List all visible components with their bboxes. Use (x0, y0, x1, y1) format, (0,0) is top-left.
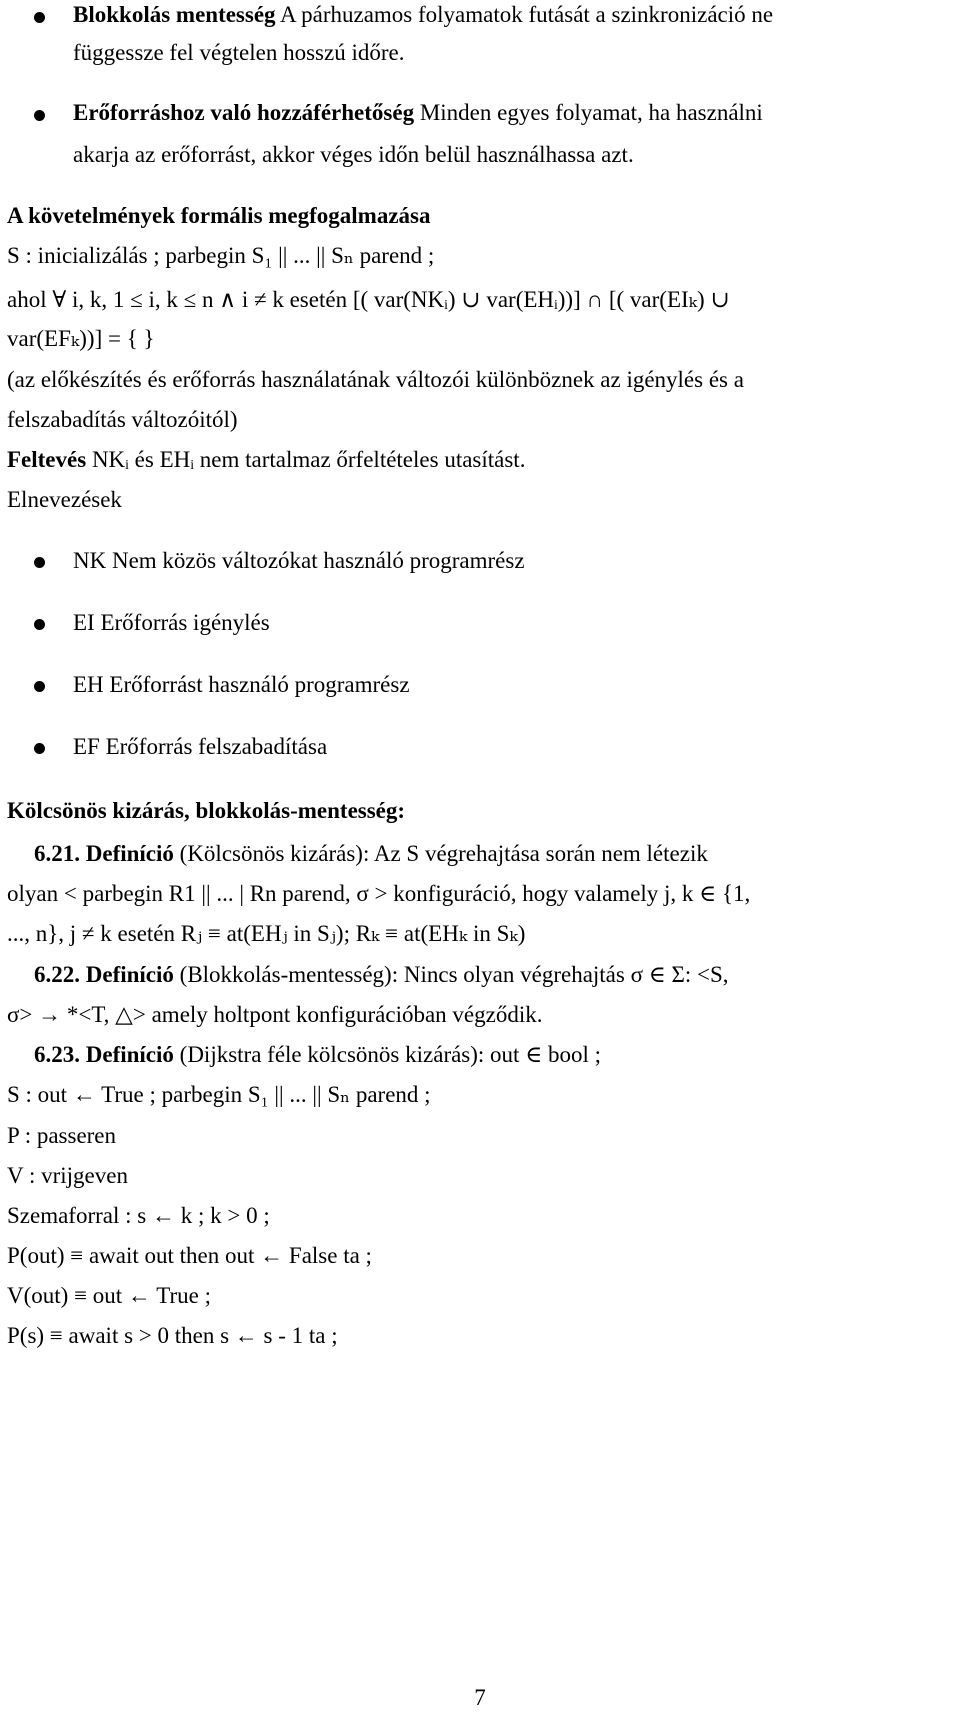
bullet-dot (34, 557, 45, 568)
bullet-item: Blokkolás mentesség A párhuzamos folyamatok futását a szinkronizáció ne (73, 2, 774, 27)
code-line: V(out) ≡ out ← True ; (7, 1283, 212, 1308)
list-item: EH Erőforrást használó programrész (73, 672, 410, 697)
bullet-dot (34, 12, 45, 23)
list-item: EF Erőforrás felszabadítása (73, 734, 328, 759)
code-line: P(s) ≡ await s > 0 then s ← s - 1 ta ; (7, 1323, 338, 1348)
formula-line: var(EFₖ))] = { } (7, 326, 155, 351)
bullet-dot (34, 619, 45, 630)
page-number: 7 (474, 1685, 486, 1710)
formula-line: S : inicializálás ; parbegin S₁ || ... || Sₙ parend ; (7, 243, 435, 268)
bullet-dot (34, 110, 45, 121)
code-line: S : out ← True ; parbegin S₁ || ... || Sₙ parend ; (7, 1082, 431, 1107)
subheading: Kölcsönös kizárás, blokkolás-mentesség: (7, 798, 406, 823)
code-line: Szemaforral : s ← k ; k > 0 ; (7, 1203, 270, 1228)
definition-line: olyan < parbegin R1 || ... | Rn parend, σ > konfiguráció, hogy valamely j, k ∈ {1, (7, 881, 751, 906)
definition-6-23: 6.23. Definíció (Dijkstra féle kölcsönös kizárás): out ∈ bool ; (34, 1042, 602, 1067)
bullet-continuation: függessze fel végtelen hosszú időre. (73, 40, 405, 65)
code-line: V : vrijgeven (7, 1163, 128, 1188)
formula-line: ahol ∀ i, k, 1 ≤ i, k ≤ n ∧ i ≠ k esetén [( var(NKᵢ) ∪ var(EHᵢ))] ∩ [( var(EIₖ) ∪ (7, 287, 730, 312)
text-line: (az előkészítés és erőforrás használatának változói különböznek az igénylés és a (7, 367, 744, 392)
bullet-dot (34, 681, 45, 692)
definition-line: σ> → *<T, △> amely holtpont konfigurációban végződik. (7, 1002, 543, 1027)
bullet-dot (34, 743, 45, 754)
definition-line: ..., n}, j ≠ k esetén Rⱼ ≡ at(EHⱼ in Sⱼ); Rₖ ≡ at(EHₖ in Sₖ) (7, 921, 526, 946)
code-line: P(out) ≡ await out then out ← False ta ; (7, 1243, 372, 1268)
list-item: NK Nem közös változókat használó programrész (73, 548, 525, 573)
text-line: felszabadítás változóitól) (7, 407, 238, 432)
bullet-continuation: akarja az erőforrást, akkor véges időn belül használhassa azt. (73, 142, 634, 167)
section-heading: A követelmények formális megfogalmazása (7, 203, 431, 228)
assumption-line: Feltevés NKᵢ és EHᵢ nem tartalmaz őrfeltételes utasítást. (7, 447, 526, 472)
bullet-item: Erőforráshoz való hozzáférhetőség Minden egyes folyamat, ha használni (73, 100, 763, 125)
code-line: P : passeren (7, 1123, 117, 1148)
text-line: Elnevezések (7, 487, 122, 512)
definition-6-21: 6.21. Definíció (Kölcsönös kizárás): Az S végrehajtása során nem létezik (34, 841, 708, 866)
definition-6-22: 6.22. Definíció (Blokkolás-mentesség): Nincs olyan végrehajtás σ ∈ Σ: <S, (34, 962, 729, 987)
list-item: EI Erőforrás igénylés (73, 610, 270, 635)
